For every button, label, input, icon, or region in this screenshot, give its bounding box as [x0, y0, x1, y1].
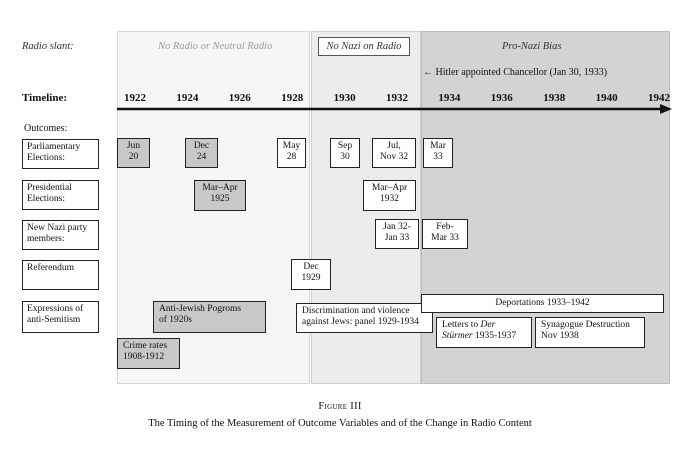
event-parliamentary-sep-1930	[330, 138, 360, 168]
event-line: Sep	[337, 141, 353, 151]
event-line: 1925	[210, 194, 230, 204]
event-line: Mar 33	[431, 233, 459, 243]
row-label-members	[22, 220, 99, 250]
event-line: Mar	[430, 141, 446, 151]
row-label-line: Elections:	[27, 153, 65, 163]
event-deportations: Deportations 1933–1942	[421, 294, 664, 313]
radio-slant-label: Radio slant:	[22, 41, 74, 52]
year-tick-label: 1928	[281, 92, 304, 104]
row-label-line: New Nazi party	[27, 223, 88, 233]
event-pogroms-1920s	[153, 301, 266, 333]
row-label-line: Presidential	[27, 183, 72, 193]
event-line: Jan 33	[384, 233, 410, 243]
year-tick-label: 1936	[490, 92, 513, 104]
hitler-note-text: Hitler appointed Chancellor (Jan 30, 1933)	[435, 67, 608, 78]
period-label-pro-nazi: Pro-Nazi Bias	[502, 41, 562, 52]
period-label-neutral: No Radio or Neutral Radio	[158, 41, 273, 52]
row-label-line: Elections:	[27, 194, 65, 204]
event-line: Synagogue Destruction	[541, 320, 630, 330]
year-tick-label: 1922	[124, 92, 146, 104]
event-line: against Jews: panel 1929-1934	[302, 317, 419, 327]
event-line	[442, 320, 529, 331]
letters-title-cont: Stürmer	[442, 331, 473, 341]
event-line	[442, 331, 529, 342]
event-line: Mar–Apr	[202, 183, 238, 193]
event-line: of 1920s	[159, 315, 192, 325]
event-line: 1932	[380, 194, 399, 204]
row-label-referendum	[22, 260, 99, 290]
year-tick-label: 1942	[648, 92, 670, 104]
event-synagogue-destruction	[535, 317, 645, 348]
event-line: Anti-Jewish Pogroms	[159, 304, 242, 314]
event-members-feb-mar-1933	[422, 219, 468, 249]
event-line: Dec	[193, 141, 210, 151]
event-parliamentary-mar-1933	[423, 138, 453, 168]
letters-years: 1935-1937	[472, 331, 517, 341]
figure-number: Figure III	[318, 401, 362, 412]
event-parliamentary-dec-1924	[185, 138, 218, 168]
event-line: 24	[196, 152, 207, 162]
period-label-no-nazi: No Nazi on Radio	[326, 41, 402, 52]
row-label-line: Referendum	[27, 263, 74, 273]
year-tick-label: 1934	[438, 92, 461, 104]
row-label-line: members:	[27, 234, 65, 244]
year-tick-label: 1938	[543, 92, 566, 104]
event-presidential-1932	[363, 180, 416, 211]
letters-title: Der	[480, 320, 496, 330]
year-tick-label: 1940	[595, 92, 618, 104]
year-tick-label: 1924	[176, 92, 199, 104]
letters-prefix: Letters to	[442, 320, 481, 330]
event-presidential-1925	[194, 180, 246, 211]
event-line: Discrimination and violence	[302, 306, 410, 316]
outcomes-label: Outcomes:	[24, 123, 68, 134]
event-line: Mar–Apr	[371, 183, 408, 193]
event-line: 33	[433, 152, 443, 162]
event-crime-rates	[117, 338, 180, 369]
figure-caption: The Timing of the Measurement of Outcome Variables and of the Change in Radio Content	[148, 418, 532, 429]
event-line: 30	[340, 152, 350, 162]
event-parliamentary-jul-nov-1932	[372, 138, 416, 168]
timeline-label: Timeline:	[22, 92, 68, 104]
event-line: Feb-	[436, 222, 454, 232]
row-label-line: Expressions of	[27, 304, 84, 314]
year-tick-label: 1932	[386, 92, 408, 104]
event-line: Nov 32	[379, 152, 409, 162]
event-line: Jun	[126, 141, 141, 151]
event-letters-der-sturmer	[436, 317, 532, 348]
timeline-arrowhead-icon	[660, 104, 672, 114]
event-line: Nov 1938	[541, 331, 579, 341]
event-line: Jan 32-	[383, 222, 411, 232]
row-label-antisemitism	[22, 301, 99, 333]
event-line: 28	[286, 152, 297, 162]
left-arrow-icon: ←	[423, 67, 433, 78]
row-label-line: Parliamentary	[27, 142, 81, 152]
year-tick-label: 1930	[333, 92, 356, 104]
event-line: May	[282, 141, 301, 151]
event-line: 1929	[301, 273, 321, 283]
row-label-line: anti-Semitism	[27, 315, 81, 325]
event-line: Crime rates	[123, 341, 168, 351]
year-tick-label: 1926	[228, 92, 251, 104]
event-line: 20	[128, 152, 139, 162]
event-members-1932-1933	[375, 219, 419, 249]
event-parliamentary-may-1928	[277, 138, 306, 168]
row-label-presidential	[22, 180, 99, 210]
event-line: Dec	[303, 262, 319, 272]
event-line: Jul,	[387, 141, 401, 151]
event-parliamentary-jun-1920	[117, 138, 150, 168]
event-discrimination-panel	[296, 303, 433, 333]
event-line: 1908-1912	[123, 352, 165, 362]
event-referendum-dec-1929	[291, 259, 331, 290]
row-label-parliamentary	[22, 139, 99, 169]
